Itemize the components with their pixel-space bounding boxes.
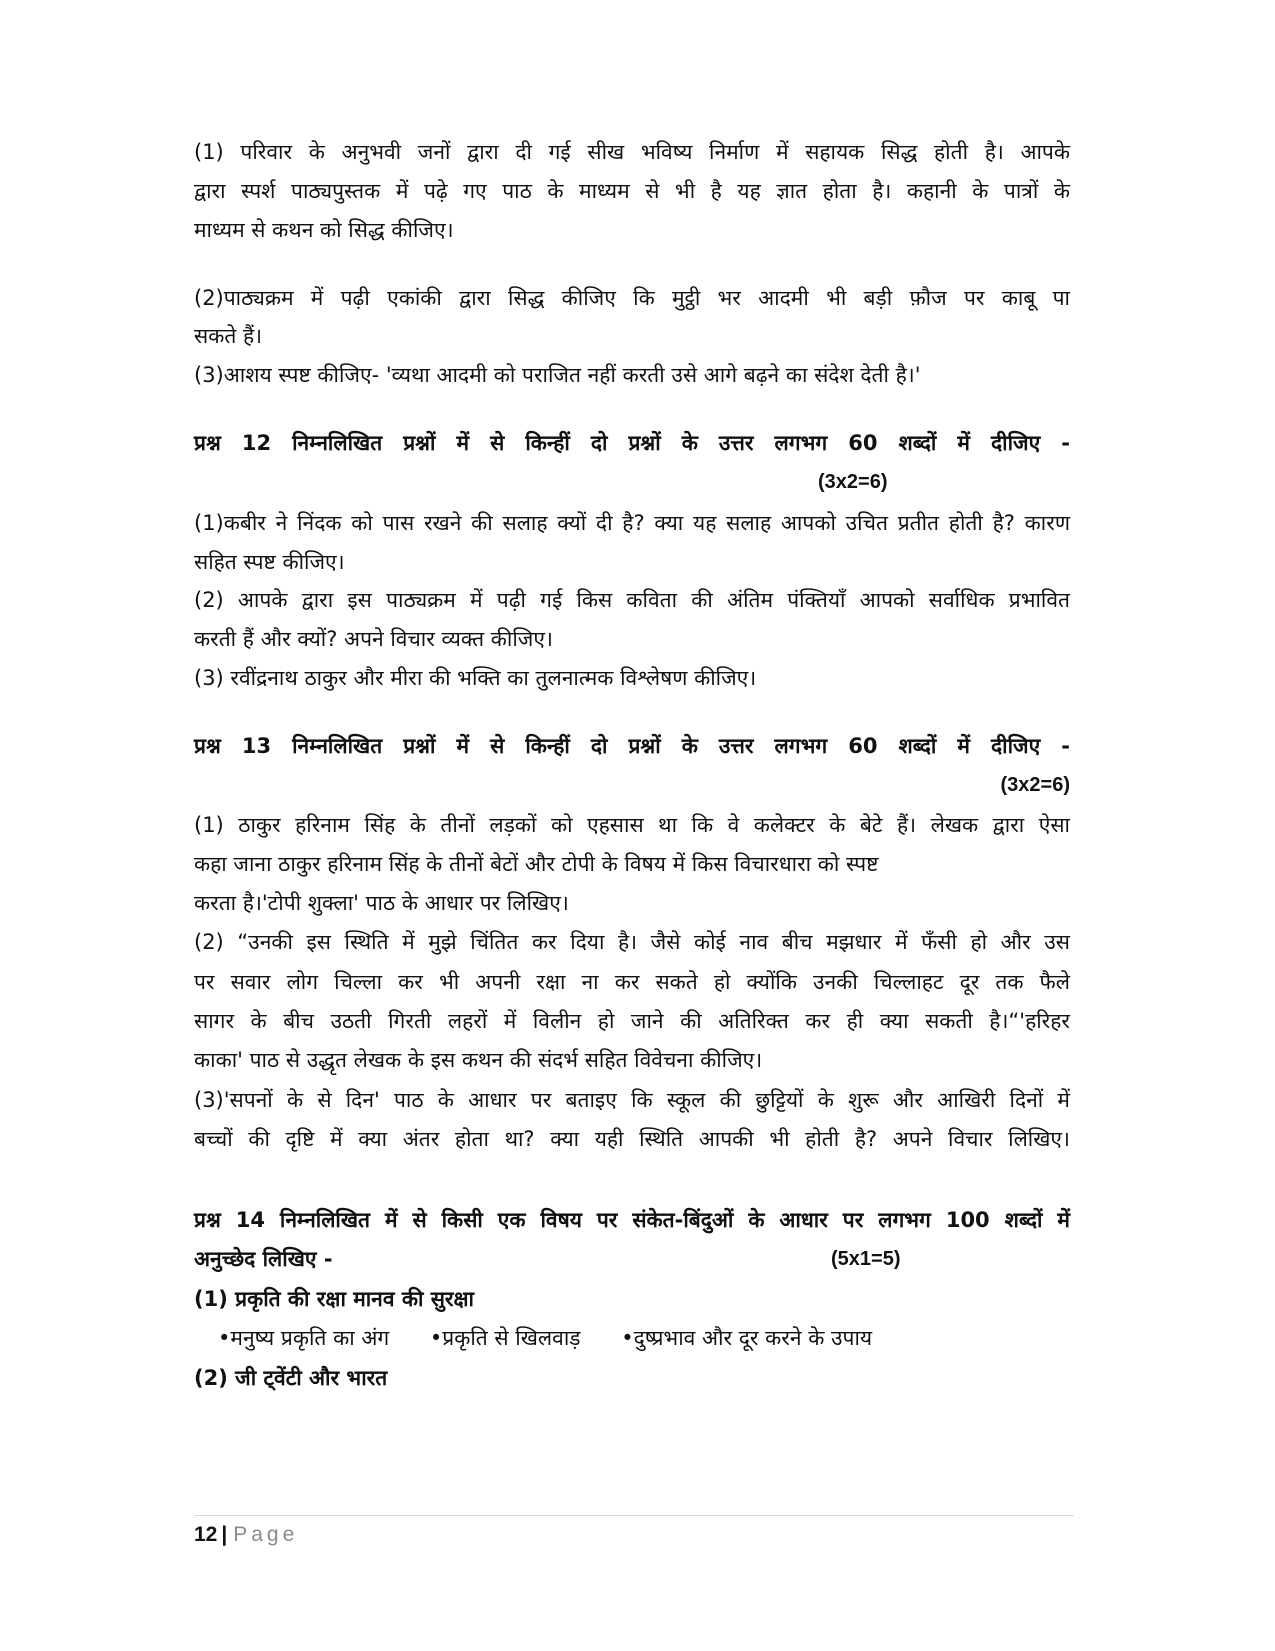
q13-item-line-9: बच्चों की दृष्टि में क्या अंतर होता था? क्या यही स्थिति आपकी भी होती है? अपने विचार लिखिए। (194, 1127, 1070, 1151)
q12-item-line-5: (3) रवींद्रनाथ ठाकुर और मीरा की भक्ति का तुलनात्मक विश्लेषण कीजिए। (194, 666, 757, 690)
question12-heading: प्रश्न 12 निम्नलिखित प्रश्नों में से किन्हीं दो प्रश्नों के उत्तर लगभग 60 शब्दों में दीजिए - (194, 431, 1070, 455)
page-footer (194, 1520, 298, 1550)
footer-separator: | (221, 1523, 228, 1546)
question14-heading-line-2: अनुच्छेद लिखिए - (194, 1247, 333, 1271)
question12-marks: (3x2=6) (818, 471, 888, 493)
q1-line-3: माध्यम से कथन को सिद्ध कीजिए। (194, 218, 454, 242)
q2-line-1: (2)पाठ्यक्रम में पढ़ी एकांकी द्वारा सिद्ध कीजिए कि मुट्ठी भर आदमी भी बड़ी फ़ौज पर काबू पा (194, 286, 1070, 310)
q13-item-line-2: कहा जाना ठाकुर हरिनाम सिंह के तीनों बेटों और टोपी के विषय में किस विचारधारा को स्पष्ट (194, 852, 879, 876)
q12-item-line-2: सहित स्पष्ट कीजिए। (194, 550, 345, 574)
bullet-point: •दुष्प्रभाव और दूर करने के उपाय (621, 1326, 873, 1350)
page-label: Page (233, 1523, 299, 1546)
q13-item-line-7: काका' पाठ से उद्धृत लेखक के इस कथन की संदर्भ सहित विवेचना कीजिए। (194, 1048, 763, 1072)
q13-item-line-3: करता है।'टोपी शुक्ला' पाठ के आधार पर लिखिए। (194, 891, 569, 915)
question14-marks: (5x1=5) (831, 1248, 901, 1270)
page-number: 12 (194, 1523, 218, 1546)
q14-topic-1: (1) प्रकृति की रक्षा मानव की सुरक्षा (194, 1287, 474, 1311)
question14-heading-line-1: प्रश्न 14 निम्नलिखित में से किसी एक विषय पर संकेत-बिंदुओं के आधार पर लगभग 100 शब्दों में (194, 1208, 1070, 1232)
q1-line-1: (1) परिवार के अनुभवी जनों द्वारा दी गई सीख भविष्य निर्माण में सहायक सिद्ध होती है। आपके (194, 140, 1070, 164)
question13-heading: प्रश्न 13 निम्नलिखित प्रश्नों में से किन्हीं दो प्रश्नों के उत्तर लगभग 60 शब्दों में दीजिए - (194, 734, 1070, 758)
q12-item-line-1: (1)कबीर ने निंदक को पास रखने की सलाह क्यों दी है? क्या यह सलाह आपको उचित प्रतीत होती है? कारण (194, 511, 1070, 535)
q3-line: (3)आशय स्पष्ट कीजिए- 'व्यथा आदमी को पराजित नहीं करती उसे आगे बढ़ने का संदेश देती है।' (194, 363, 921, 387)
q14-topic-1-bullets (218, 1323, 1070, 1353)
question13-marks: (3x2=6) (1000, 774, 1070, 796)
q12-item-line-4: करती हैं और क्यों? अपने विचार व्यक्त कीजिए। (194, 627, 553, 651)
q13-item-line-5: पर सवार लोग चिल्ला कर भी अपनी रक्षा ना कर सकते हो क्योंकि उनकी चिल्लाहट दूर तक फैले (194, 970, 1070, 994)
q2-line-2: सकते हैं। (194, 324, 263, 348)
q13-item-line-4: (2) “उनकी इस स्थिति में मुझे चिंतित कर दिया है। जैसे कोई नाव बीच मझधार में फँसी हो और उस (194, 930, 1070, 954)
bullet-point: •प्रकृति से खिलवाड़ (429, 1326, 581, 1350)
q14-topic-2: (2) जी ट्वेंटी और भारत (194, 1366, 388, 1390)
q13-item-line-6: सागर के बीच उठती गिरती लहरों में विलीन हो जाने की अतिरिक्त कर ही क्या सकती है।“'हरिहर (194, 1009, 1070, 1033)
q1-line-2: द्वारा स्पर्श पाठ्यपुस्तक में पढ़े गए पाठ के माध्यम से भी है यह ज्ञात होता है। कहानी के पात्रों के (194, 179, 1070, 203)
q12-item-line-3: (2) आपके द्वारा इस पाठ्यक्रम में पढ़ी गई किस कविता की अंतिम पंक्तियाँ आपको सर्वाधिक प्रभावित (194, 588, 1070, 612)
bullet-point: •मनुष्य प्रकृति का अंग (218, 1326, 390, 1350)
footer-divider (194, 1515, 1074, 1516)
q13-item-line-8: (3)'सपनों के से दिन' पाठ के आधार पर बताइए कि स्कूल की छुट्टियों के शुरू और आखिरी दिनों में (194, 1088, 1070, 1112)
q13-item-line-1: (1) ठाकुर हरिनाम सिंह के तीनों लड़कों को एहसास था कि वे कलेक्टर के बेटे हैं। लेखक द्वारा ऐसा (194, 813, 1070, 837)
